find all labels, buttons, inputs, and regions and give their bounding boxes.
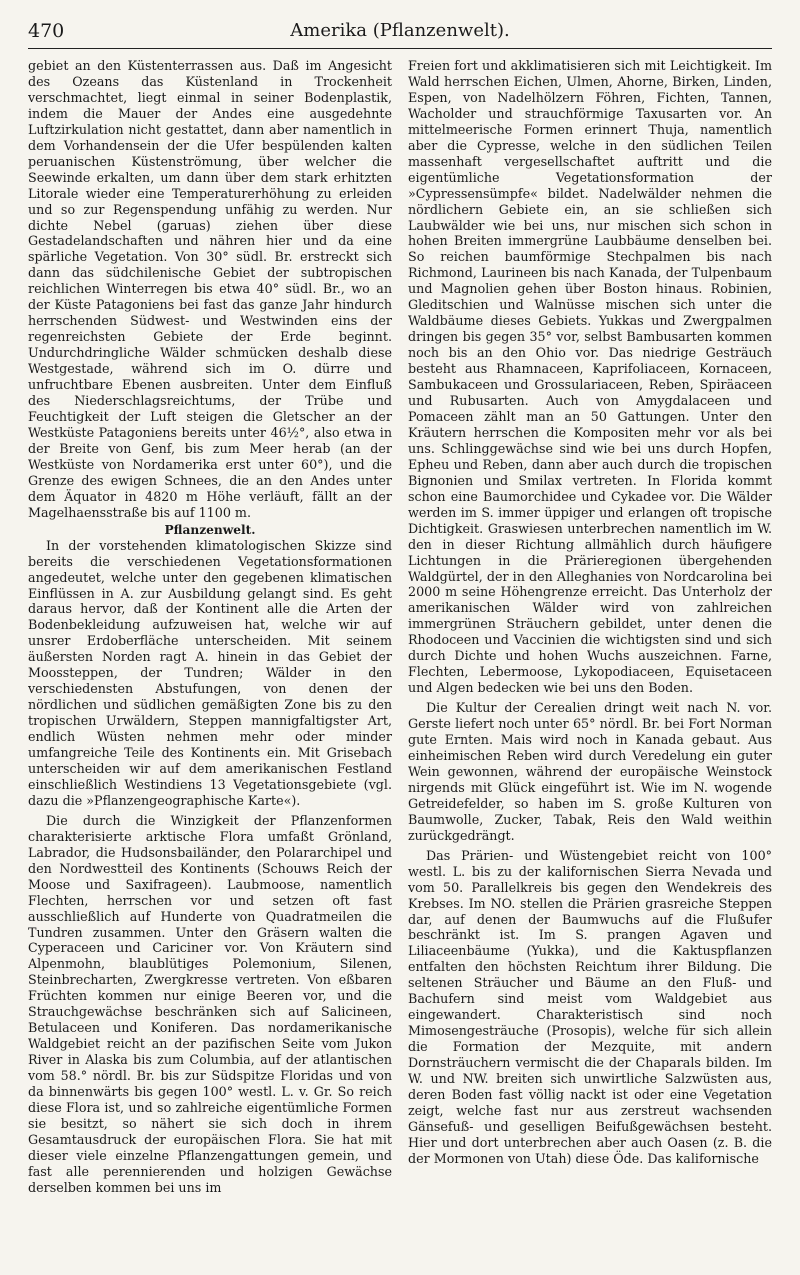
paragraph: In der vorstehenden klimatologischen Skizze sind bereits die verschiedenen Vegetationsformationen angedeutet, welche unter den gegebenen klimatischen Einflüssen in A. zur Ausbildung gelangt sind. Es geht daraus hervor, daß der Kontinent alle die Arten der Bodenbekleidung aufzuweisen hat, welche wir auf unsrer Erdoberfläche unterscheiden. Mit seinem äußersten Norden ragt A. hinein in das Gebiet der Moossteppen, der Tundren; Wälder in den verschiedensten Abstufungen, von denen der nördlichen und südlichen gemäßigten Zone bis zu den tropischen Urwäldern, Steppen mannigfaltigster Art, endlich Wüsten nehmen mehr oder minder umfangreiche Teile des Kontinents ein. Mit Grisebach unterscheiden wir auf dem amerikanischen Festland einschließlich Westindiens 13 Vegetationsgebiete (vgl. dazu die »Pflanzengeographische Karte«). <box>28 537 392 808</box>
paragraph: Das Prärien- und Wüstengebiet reicht von 100° westl. L. bis zu der kalifornischen Sierra Nevada und vom 50. Parallelkreis bis gegen den Wendekreis des Krebses. Im NO. stellen die Prärien grasreiche Steppen dar, auf denen der Baumwuchs auf die Flußufer beschränkt ist. Im S. prangen Agaven und Liliaceenbäume (Yukka), und die Kaktuspflanzen entfalten den höchsten Reichtum ihrer Bildung. Die seltenen Sträucher und Bäume an den Fluß- und Bachufern sind meist vom Waldgebiet aus eingewandert. Charakteristisch sind noch Mimosengesträuche (Prosopis), welche für sich allein die Formation der Mezquite, mit andern Dornsträuchern vermischt die der Chaparals bilden. Im W. und NW. breiten sich unwirtliche Salzwüsten aus, deren Boden fast völlig nackt ist oder eine Vegetation zeigt, welche fast nur aus zerstreut wachsenden Gänsefuß- und geselligen Beifußgewächsen besteht. Hier und dort unterbrechen aber auch Oasen (z. B. die der Mormonen von Utah) diese Öde. Das kalifornische <box>408 847 772 1166</box>
paragraph: Die durch die Winzigkeit der Pflanzenformen charakterisierte arktische Flora umfaßt Grönland, Labrador, die Hudsonsbailänder, den Polararchipel und den Nordwestteil des Kontinents (Schouws Reich der Moose und Saxifrageen). Laubmoose, namentlich Flechten, herrschen vor und setzen oft fast ausschließlich auf Hunderte von Quadratmeilen die Tundren zusammen. Unter den Gräsern walten die Cyperaceen und Cariciner vor. Von Kräutern sind Alpenmohn, blaublütiges Polemonium, Silenen, Steinbrecharten, Zwergkresse vertreten. Von eßbaren Früchten kommen nur einige Beeren vor, und die Strauchgewächse beschränken sich auf Salicineen, Betulaceen und Koniferen. Das nordamerikanische Waldgebiet reicht an der pazifischen Seite vom Jukon River in Alaska bis zum Columbia, auf der atlantischen vom 58.° nördl. Br. bis zur Südspitze Floridas und von da binnenwärts bis gegen 100° westl. L. v. Gr. So reich diese Flora ist, und so zahlreiche eigentümliche Formen sie besitzt, so nähert sie sich doch in ihrem Gesamtausdruck der europäischen Flora. Sie hat mit dieser viele einzelne Pflanzengattungen gemein, und fast alle perennierenden und holzigen Gewächse derselben kommen bei uns im <box>28 812 392 1195</box>
paragraph: Freien fort und akklimatisieren sich mit Leichtigkeit. Im Wald herrschen Eichen, Ulmen, Ahorne, Birken, Linden, Espen, von Nadelhölzern Föhren, Fichten, Tannen, Wacholder und strauchförmige Taxusarten vor. An mittelmeerische Formen erinnert Thuja, namentlich aber die Cypresse, welche in den südlichen Teilen massenhaft vergesellschaftet auftritt und die eigentümliche Vegetationsformation der »Cypressensümpfe« bildet. Nadelwälder nehmen die nördlichern Gebiete ein, an sie schließen sich Laubwälder wie bei uns, nur mischen sich schon in hohen Breiten immergrüne Laubbäume denselben bei. So reichen baumförmige Stechpalmen bis nach Richmond, Laurineen bis nach Kanada, der Tulpenbaum und Magnolien gehen über Boston hinaus. Robinien, Gleditschien und Walnüsse mischen sich unter die Waldbäume dieses Gebiets. Yukkas und Zwergpalmen dringen bis gegen 35° vor, selbst Bambusarten kommen noch bis an den Ohio vor. Das niedrige Gesträuch besteht aus Rhamnaceen, Kaprifoliaceen, Kornaceen, Sambukaceen und Grossulariaceen, Reben, Spiräaceen und Rubusarten. Auch von Amygdalaceen und Pomaceen zählt man an 50 Gattungen. Unter den Kräutern herrschen die Kompositen mehr vor als bei uns. Schlinggewächse sind wie bei uns durch Hopfen, Epheu und Reben, dann aber auch durch die tropischen Bignonien und Smilax vertreten. In Florida kommt schon eine Baumorchidee und Cykadee vor. Die Wälder werden im S. immer üppiger und erlangen oft tropische Dichtigkeit. Graswiesen unterbrechen namentlich im W. den in dieser Richtung allmählich durch häufigere Lichtungen in die Prärieregionen übergehenden Waldgürtel, der in den Alleghanies von Nordcarolina bei 2000 m seine Höhengrenze erreicht. Das Unterholz der amerikanischen Wälder wird von zahlreichen immergrünen Sträuchern gebildet, unter denen die Rhodoceen und Vaccinien die wichtigsten sind und sich durch Dichte und hohen Wuchs auszeichnen. Farne, Flechten, Lebermoose, Lykopodiaceen, Equisetaceen und Algen bedecken wie bei uns den Boden. <box>408 58 772 696</box>
running-title: Amerika (Pflanzenwelt). <box>290 20 510 41</box>
right-column <box>408 58 772 1268</box>
left-column <box>28 58 392 1268</box>
page-number: 470 <box>28 20 65 42</box>
page-header <box>28 14 772 49</box>
paragraph: gebiet an den Küstenterrassen aus. Daß im Angesicht des Ozeans das Küstenland in Trockenheit verschmachtet, liegt einmal in seiner Bodenplastik, indem die Mauer der Andes eine ausgedehnte Luftzirkulation nicht gestattet, dann aber namentlich in dem Vorhandensein der die Ufer bespülenden kalten peruanischen Küstenströmung, über welcher die Seewinde erkalten, um dann über dem stark erhitzten Litorale wieder eine Temperaturerhöhung zu erleiden und so zur Regenspendung unfähig zu werden. Nur dichte Nebel (garuas) ziehen über diese Gestadelandschaften und nähren hier und da eine spärliche Vegetation. Von 30° südl. Br. erstreckt sich dann das südchilenische Gebiet der subtropischen reichlichen Winterregen bis etwa 40° südl. Br., wo an der Küste Patagoniens bei fast das ganze Jahr hindurch herrschenden Südwest- und Westwinden eins der regenreichsten Gebiete der Erde beginnt. Undurchdringliche Wälder schmücken deshalb diese Westgestade, während sich im O. dürre und unfruchtbare Ebenen ausbreiten. Unter dem Einfluß des Niederschlagsreichtums, der Trübe und Feuchtigkeit der Luft steigen die Gletscher an der Westküste Patagoniens bereits unter 46½°, also etwa in der Breite von Genf, bis zum Meer herab (an der Westküste von Nordamerika erst unter 60°), und die Grenze des ewigen Schnees, die an den Andes unter dem Äquator in 4820 m Höhe verläuft, fällt an der Magelhaensstraße bis auf 1100 m. <box>28 58 392 520</box>
text-columns <box>28 58 772 1268</box>
section-heading: Pflanzenwelt. <box>164 522 256 537</box>
paragraph: Die Kultur der Cerealien dringt weit nach N. vor. Gerste liefert noch unter 65° nördl. Br. bei Fort Norman gute Ernten. Mais wird noch in Kanada gebaut. Aus einheimischen Reben wird durch Veredelung ein guter Wein gewonnen, während der europäische Weinstock nirgends mit Glück eingeführt ist. Wie im N. wogende Getreidefelder, so haben im S. große Kulturen von Baumwolle, Zucker, Tabak, Reis den Wald weithin zurückgedrängt. <box>408 700 772 843</box>
